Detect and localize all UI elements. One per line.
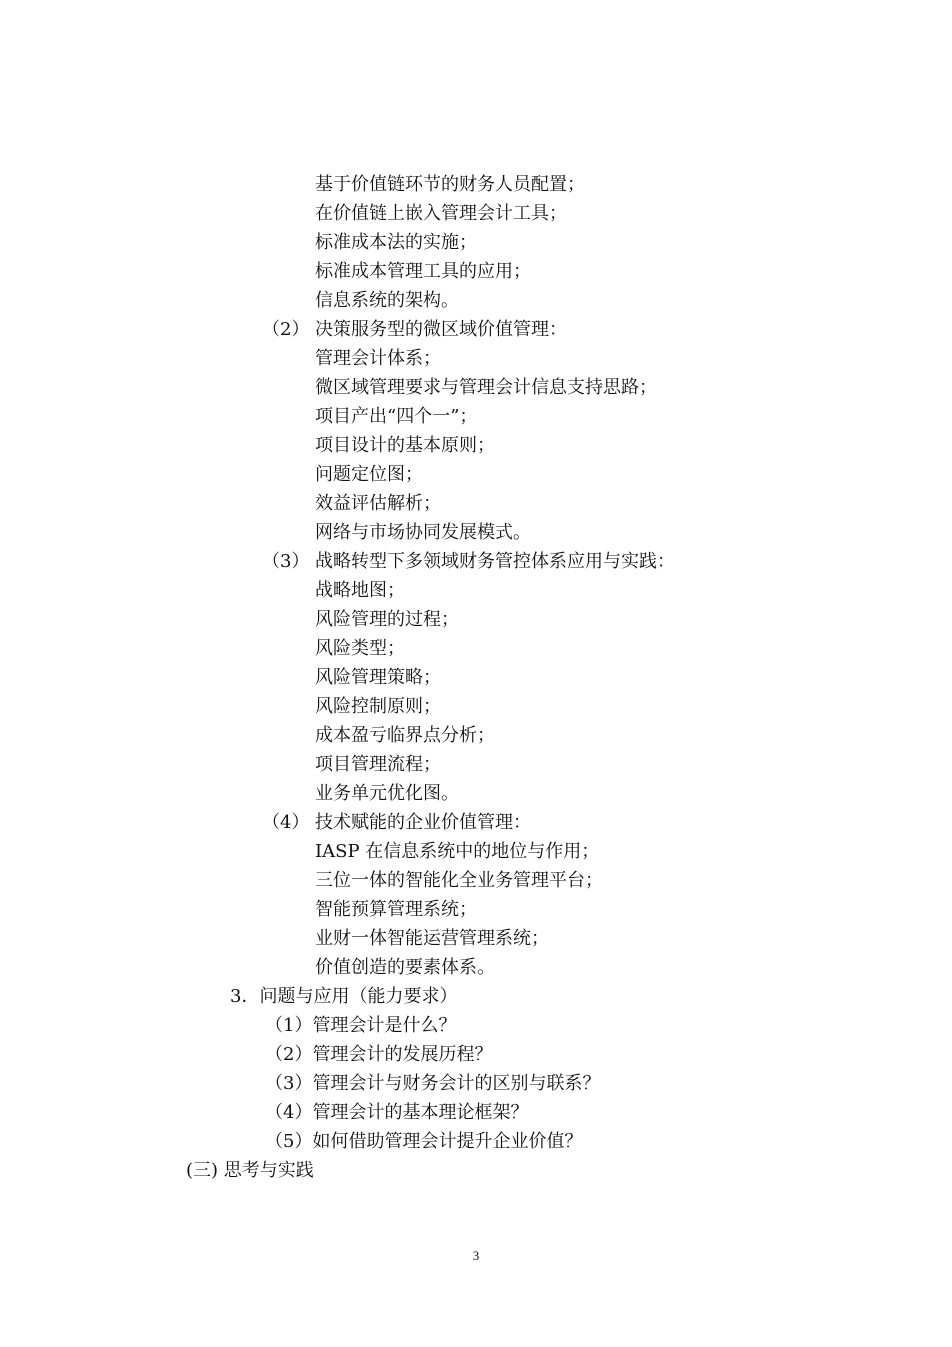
- list-item: 风险管理策略；: [315, 667, 441, 688]
- section-title: 决策服务型的微区域价值管理：: [315, 319, 567, 340]
- list-item: 三位一体的智能化全业务管理平台；: [315, 870, 603, 891]
- list-item: 信息系统的架构。: [315, 290, 459, 311]
- list-item: 智能预算管理系统；: [315, 899, 477, 920]
- section-number: （2）: [262, 319, 310, 340]
- list-item: 风险管理的过程；: [315, 609, 459, 630]
- list-item: 项目设计的基本原则；: [315, 435, 495, 456]
- list-item: 标准成本法的实施；: [315, 232, 477, 253]
- section-number: （3）: [262, 551, 310, 572]
- questions-heading: 3．问题与应用（能力要求）: [230, 986, 458, 1007]
- list-item: 价值创造的要素体系。: [315, 957, 495, 978]
- question-item: （4）管理会计的基本理论框架？: [265, 1102, 529, 1123]
- section-number: （4）: [262, 812, 310, 833]
- list-item: 在价值链上嵌入管理会计工具；: [315, 203, 567, 224]
- list-item: 业财一体智能运营管理系统；: [315, 928, 549, 949]
- list-item: 基于价值链环节的财务人员配置；: [315, 174, 585, 195]
- section-heading: (三) 思考与实践: [186, 1160, 314, 1181]
- page-number: 3: [472, 1248, 480, 1263]
- question-item: （3）管理会计与财务会计的区别与联系？: [265, 1073, 601, 1094]
- list-item: 管理会计体系；: [315, 348, 441, 369]
- list-item: 项目产出“四个一”；: [315, 406, 478, 427]
- list-item: 风险类型；: [315, 638, 405, 659]
- list-item: 标准成本管理工具的应用；: [315, 261, 531, 282]
- list-item: IASP 在信息系统中的地位与作用；: [315, 841, 600, 862]
- list-item: 效益评估解析；: [315, 493, 441, 514]
- question-item: （1）管理会计是什么？: [265, 1015, 457, 1036]
- list-item: 战略地图；: [315, 580, 405, 601]
- section-title: 战略转型下多领域财务管控体系应用与实践：: [315, 551, 675, 572]
- list-item: 业务单元优化图。: [315, 783, 459, 804]
- list-item: 项目管理流程；: [315, 754, 441, 775]
- list-item: 成本盈亏临界点分析；: [315, 725, 495, 746]
- list-item: 微区域管理要求与管理会计信息支持思路；: [315, 377, 657, 398]
- question-item: （5）如何借助管理会计提升企业价值？: [265, 1131, 583, 1152]
- list-item: 风险控制原则；: [315, 696, 441, 717]
- list-item: 网络与市场协同发展模式。: [315, 522, 531, 543]
- section-title: 技术赋能的企业价值管理：: [315, 812, 531, 833]
- question-item: （2）管理会计的发展历程？: [265, 1044, 493, 1065]
- list-item: 问题定位图；: [315, 464, 423, 485]
